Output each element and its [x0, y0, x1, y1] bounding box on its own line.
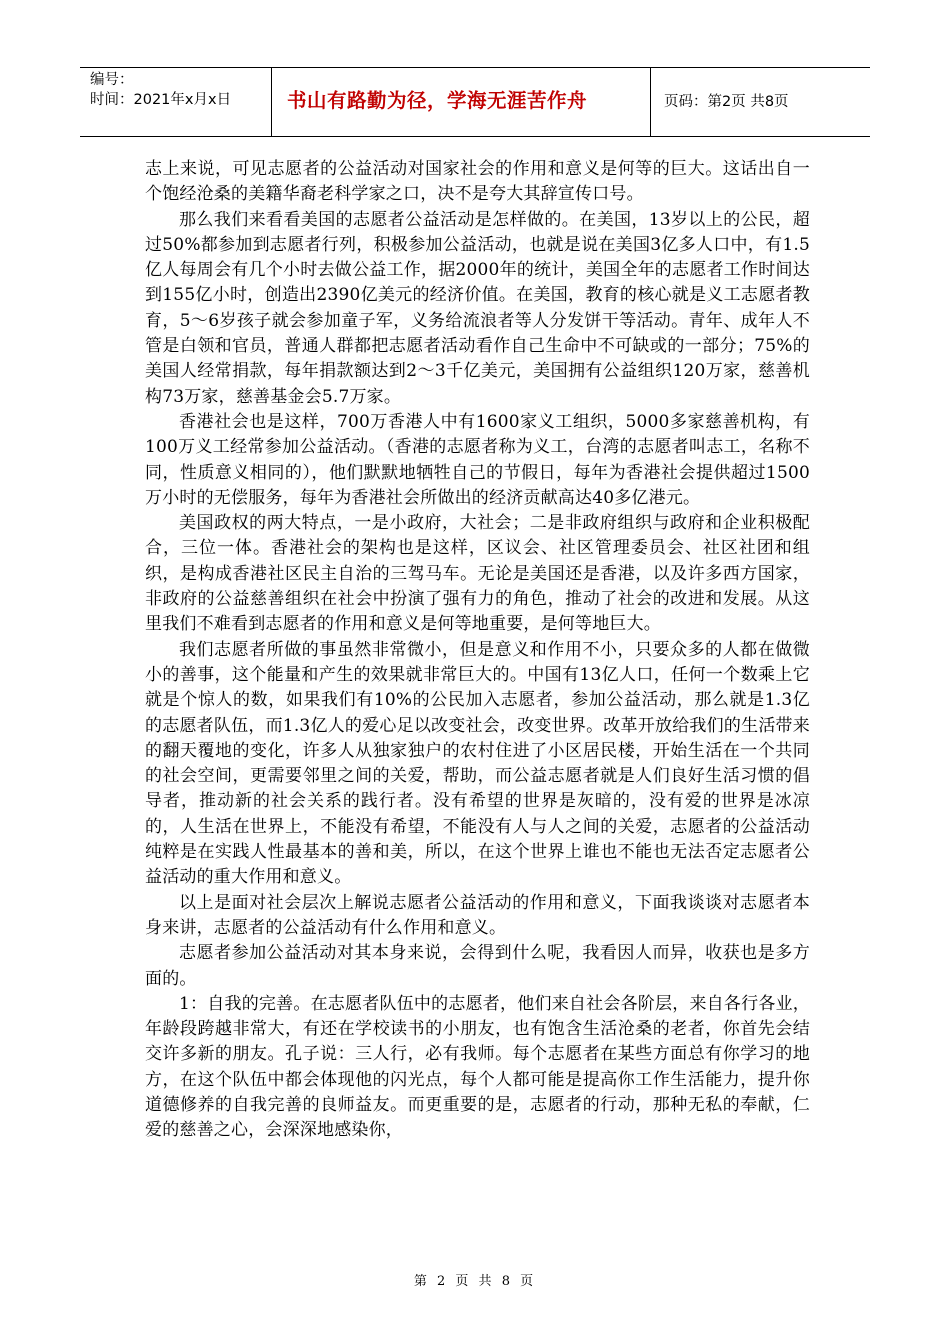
body-paragraph: 1：自我的完善。在志愿者队伍中的志愿者，他们来自社会各阶层，来自各行各业，年龄段跨越非常大，有还在学校读书的小朋友，也有饱含生活沧桑的老者，你首先会结交许多新的朋友。孔子说：三人行，必有我师。每个志愿者在某些方面总有你学习的地方，在这个队伍中都会体现他的闪光点，每个人都可能是提高你工作生活能力，提升你道德修养的自我完善的良师益友。而更重要的是，志愿者的行动，那种无私的奉献，仁爱的慈善之心，会深深地感染你，: [145, 993, 810, 1141]
document-time-label: 时间：2021年x月x日: [90, 92, 232, 108]
header-divider: [650, 68, 651, 136]
header-page-info: 页码：第2页 共8页: [664, 94, 789, 110]
header-motto: 书山有路勤为径，学海无涯苦作舟: [287, 89, 588, 112]
body-paragraph: 志上来说，可见志愿者的公益活动对国家社会的作用和意义是何等的巨大。这话出自一个饱经沧桑的美籍华裔老科学家之口，决不是夸大其辞宣传口号。: [145, 159, 810, 205]
page-footer: 第 2 页 共 8 页: [413, 1274, 537, 1289]
document-number-label: 编号：: [90, 72, 134, 88]
body-paragraph: 志愿者参加公益活动对其本身来说，会得到什么呢，我看因人而异，收获也是多方面的。: [145, 943, 810, 989]
body-paragraph: 以上是面对社会层次上解说志愿者公益活动的作用和意义，下面我谈谈对志愿者本身来讲，志愿者的公益活动有什么作用和意义。: [145, 892, 810, 938]
body-paragraph: 那么我们来看看美国的志愿者公益活动是怎样做的。在美国，13岁以上的公民，超过50%都参加到志愿者行列，积极参加公益活动，也就是说在美国3亿多人口中，有1.5亿人每周会有几个小时去做公益工作，据2000年的统计，美国全年的志愿者工作时间达到155亿小时，创造出2390亿美元的经济价值。在美国，教育的核心就是义工志愿者教育，5～6岁孩子就会参加童子军，义务给流浪者等人分发饼干等活动。青年、成年人不管是白领和官员，普通人群都把志愿者活动看作自己生命中不可缺或的一部分；75%的美国人经常捐款，每年捐款额达到2～3千亿美元，美国拥有公益组织120万家，慈善机构73万家，慈善基金会5.7万家。: [145, 209, 810, 407]
page-header: [80, 67, 870, 137]
header-meta: [90, 70, 231, 110]
document-body: [145, 157, 810, 1144]
body-paragraph: 美国政权的两大特点，一是小政府，大社会；二是非政府组织与政府和企业积极配合，三位一体。香港社会的架构也是这样，区议会、社区管理委员会、社区社团和组织，是构成香港社区民主自治的三驾马车。无论是美国还是香港，以及许多西方国家，非政府的公益慈善组织在社会中扮演了强有力的角色，推动了社会的改进和发展。从这里我们不难看到志愿者的作用和意义是何等地重要，是何等地巨大。: [145, 513, 810, 635]
body-paragraph: 我们志愿者所做的事虽然非常微小，但是意义和作用不小，只要众多的人都在做微小的善事，这个能量和产生的效果就非常巨大的。中国有13亿人口，任何一个数乘上它就是个惊人的数，如果我们有10%的公民加入志愿者，参加公益活动，那么就是1.3亿的志愿者队伍，而1.3亿人的爱心足以改变社会，改变世界。改革开放给我们的生活带来的翻天覆地的变化，许多人从独家独户的农村住进了小区居民楼，开始生活在一个共同的社会空间，更需要邻里之间的关爱，帮助，而公益志愿者就是人们良好生活习惯的倡导者，推动新的社会关系的践行者。没有希望的世界是灰暗的，没有爱的世界是冰凉的，人生活在世界上，不能没有希望，不能没有人与人之间的关爱，志愿者的公益活动纯粹是在实践人性最基本的善和美，所以，在这个世界上谁也不能也无法否定志愿者公益活动的重大作用和意义。: [145, 639, 810, 888]
header-divider: [271, 68, 272, 136]
body-paragraph: 香港社会也是这样，700万香港人中有1600家义工组织，5000多家慈善机构，有100万义工经常参加公益活动。（香港的志愿者称为义工，台湾的志愿者叫志工，名称不同，性质意义相同的），他们默默地牺牲自己的节假日，每年为香港社会提供超过1500万小时的无偿服务，每年为香港社会所做出的经济贡献高达40多亿港元。: [145, 411, 810, 508]
